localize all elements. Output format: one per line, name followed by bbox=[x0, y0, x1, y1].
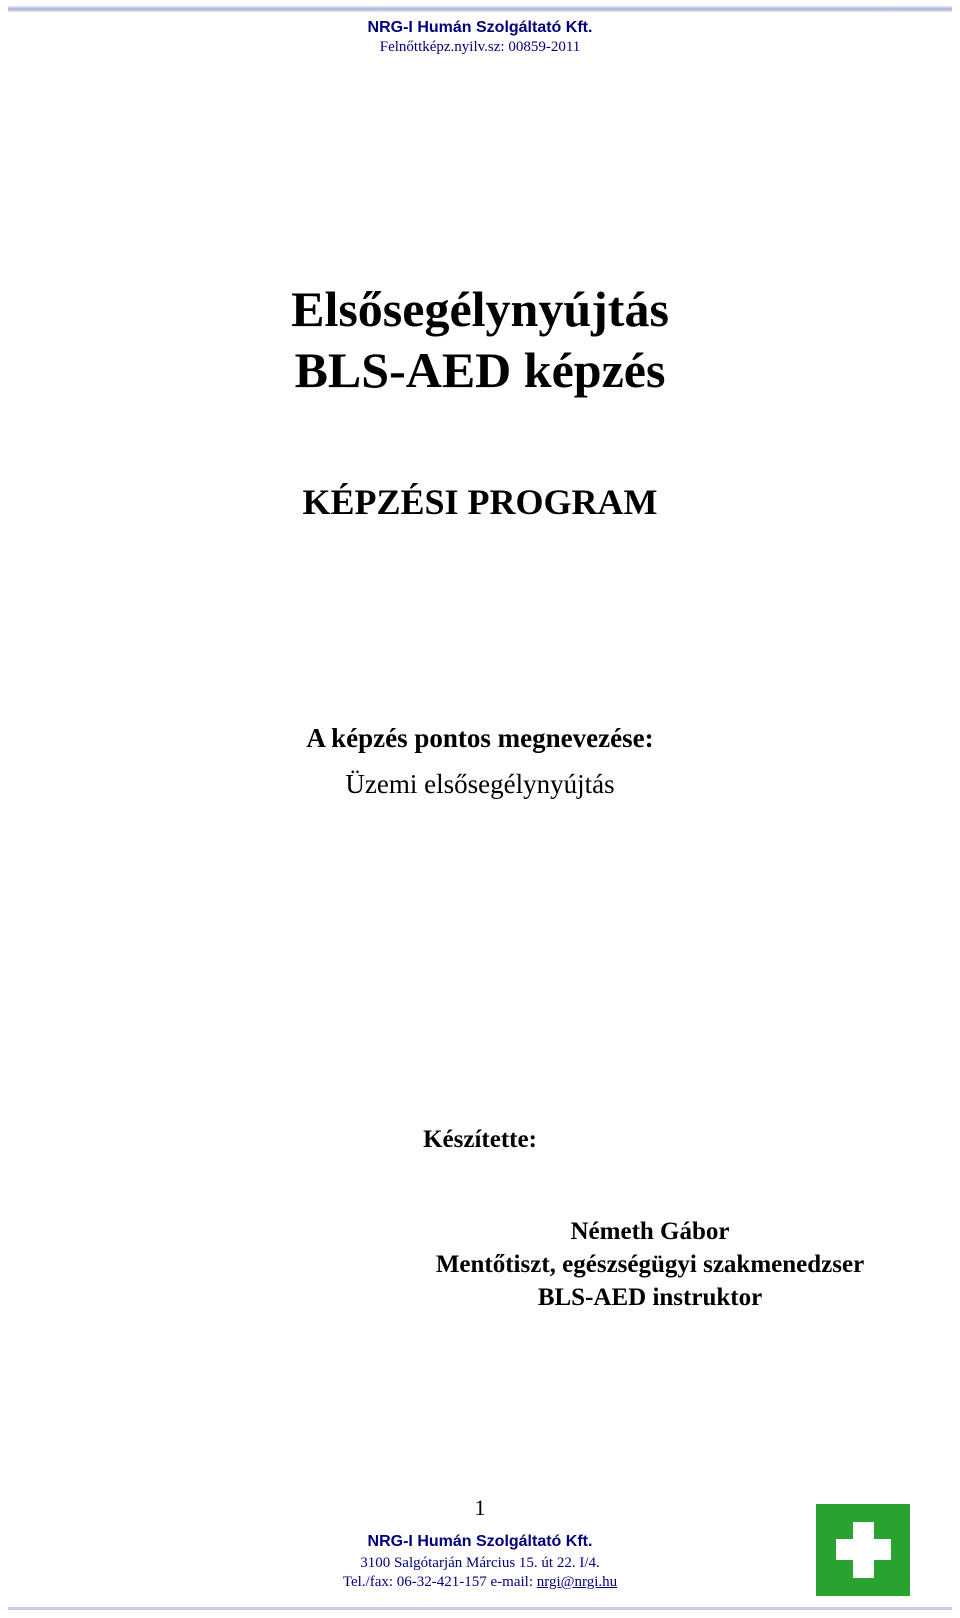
document-title-line2: BLS-AED képzés bbox=[294, 342, 666, 398]
first-aid-logo bbox=[816, 1504, 910, 1596]
document-title-line1: Elsősegélynyújtás bbox=[291, 281, 669, 337]
author-label: Készítette: bbox=[423, 1126, 537, 1153]
first-aid-cross-icon bbox=[816, 1504, 910, 1596]
footer-company: NRG-I Humán Szolgáltató Kft. bbox=[367, 1533, 593, 1550]
document-subtitle: KÉPZÉSI PROGRAM bbox=[302, 482, 658, 522]
footer-email-link[interactable]: nrgi@nrgi.hu bbox=[536, 1574, 618, 1590]
author-title: Mentőtiszt, egészségügyi szakmenedzser bbox=[435, 1251, 865, 1278]
footer-address: 3100 Salgótarján Március 15. út 22. I/4. bbox=[360, 1555, 600, 1571]
header-company: NRG-I Humán Szolgáltató Kft. bbox=[367, 19, 593, 36]
footer-contact-text: Tel./fax: 06-32-421-157 e-mail: bbox=[342, 1574, 537, 1590]
top-divider bbox=[8, 6, 952, 12]
training-name-label: A képzés pontos megnevezése: bbox=[306, 723, 654, 753]
header-registration: Felnőttképz.nyilv.sz: 00859-2011 bbox=[379, 39, 581, 55]
author-role: BLS-AED instruktor bbox=[537, 1284, 763, 1311]
author-name: Németh Gábor bbox=[570, 1218, 730, 1245]
training-name-value: Üzemi elsősegélynyújtás bbox=[345, 769, 615, 799]
bottom-divider bbox=[8, 1607, 952, 1610]
page-number: 1 bbox=[474, 1495, 486, 1520]
